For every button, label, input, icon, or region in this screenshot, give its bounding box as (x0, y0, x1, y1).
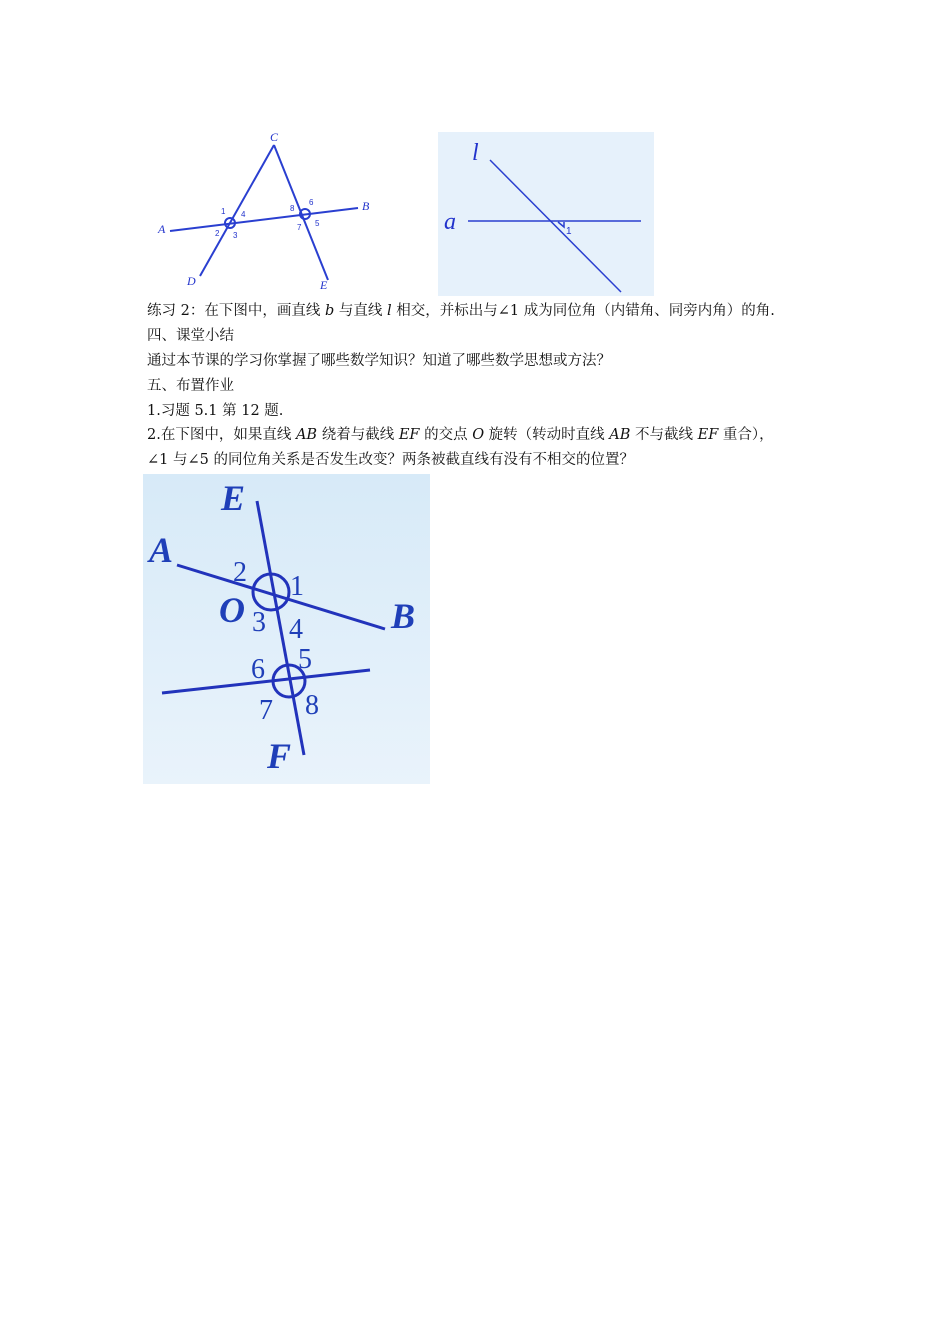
angle-1: 1 (290, 571, 304, 602)
exercise-2: 练习 2：在下图中，画直线 b 与直线 l 相交，并标出与∠1 成为同位角（内错角、同旁内角）的角. (147, 303, 775, 319)
angle-7: 7 (297, 223, 302, 232)
angle-4: 4 (289, 614, 303, 645)
label-A: A (149, 530, 174, 570)
figure-triangle-transversal (150, 125, 390, 295)
angle-3: 3 (233, 231, 238, 240)
label-E: E (221, 478, 246, 518)
angle-5: 5 (315, 219, 320, 228)
angle-5: 5 (298, 644, 312, 675)
angle-1: 1 (221, 207, 226, 216)
label-F: F (267, 736, 292, 776)
label-a: a (444, 209, 456, 235)
label-B: B (391, 596, 416, 636)
angle-7: 7 (259, 695, 273, 726)
line-AB (170, 208, 358, 231)
summary-question: 通过本节课的学习你掌握了哪些数学知识？知道了哪些数学思想或方法？ (147, 353, 611, 369)
label-O: O (219, 590, 245, 630)
angle-2: 2 (215, 229, 220, 238)
line-CD (200, 145, 274, 276)
section-heading-summary: 四、课堂小结 (147, 328, 234, 344)
point-B: B (362, 199, 370, 213)
point-D: D (187, 274, 196, 288)
angle-4: 4 (241, 210, 246, 219)
angle-6: 6 (309, 198, 314, 207)
label-l: l (472, 140, 479, 166)
point-A: A (158, 222, 166, 236)
point-C: C (270, 130, 279, 144)
angle-1: 1 (566, 226, 572, 237)
angle-3: 3 (252, 607, 266, 638)
figure-line-l-and-a (438, 132, 654, 296)
section-heading-homework: 五、布置作业 (147, 378, 234, 394)
angle-6: 6 (251, 654, 265, 685)
angle-8: 8 (290, 204, 295, 213)
point-E: E (320, 278, 328, 292)
homework-1: 1.习题 5.1 第 12 题. (147, 403, 284, 419)
homework-2-line2: ∠1 与∠5 的同位角关系是否发生改变？两条被截直线有没有不相交的位置？ (147, 452, 634, 468)
angle-2: 2 (233, 557, 247, 588)
homework-2: 2.在下图中，如果直线 AB 绕着与截线 EF 的交点 O 旋转（转动时直线 AB 不与截线 EF 重合）， (147, 427, 774, 443)
figure-rotating-line (143, 474, 430, 784)
angle-8: 8 (305, 690, 319, 721)
